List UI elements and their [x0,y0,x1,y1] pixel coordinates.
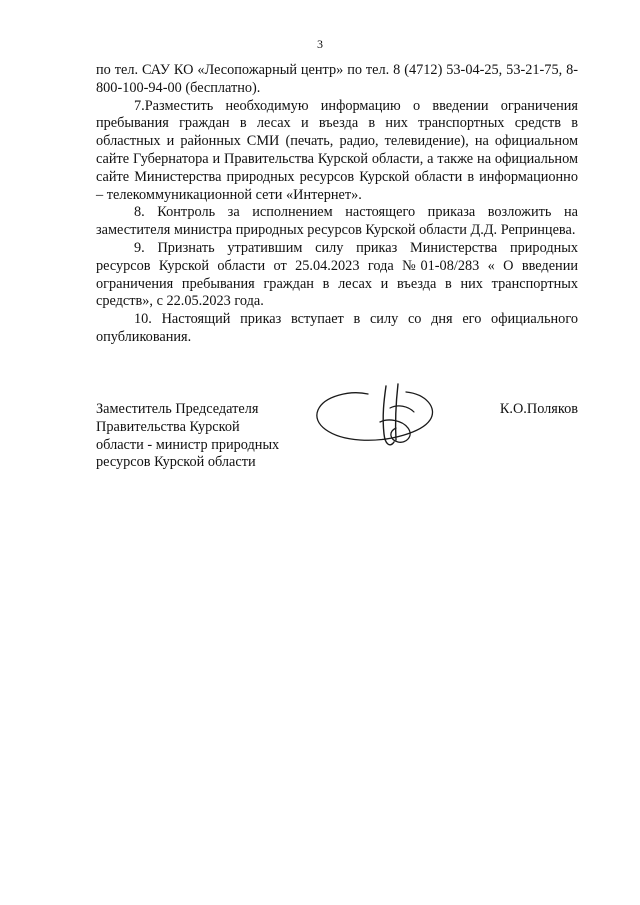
handwritten-signature-icon [310,382,444,454]
paragraph-continuation: по тел. САУ КО «Лесопожарный центр» по тел. 8 (4712) 53-04-25, 53-21-75, 8-800-100-94-00 (бесплатно). [96,62,578,96]
signatory-position: Заместитель Председателя Правительства Курской области - министр природных ресурсов Курской области [96,401,280,471]
paragraph-item-7: 7.Разместить необходимую информацию о введении ограничения пребывания граждан в лесах и въезда в них транспортных средств в областных и районных СМИ (печать, радио, телевидение), на официальном сайте Губернатора и Правительства Курской области, а также на официальном сайте Министерства природных ресурсов Курской области в информационно – телекоммуникационной сети «Интернет». [96,97,578,203]
paragraph-item-8: 8. Контроль за исполнением настоящего приказа возложить на заместителя министра природных ресурсов Курской области Д.Д. Репринцева. [96,204,578,239]
paragraph-item-9: 9. Признать утратившим силу приказ Министерства природных ресурсов Курской области от 25.04.2023 года №01-08/283 « О введении ограничения пребывания граждан в лесах и въезда в них транспортных средств», с 22.05.2023 года. [96,239,578,310]
document-body [96,62,578,347]
page-number: 3 [317,37,323,51]
paragraph-item-10: 10. Настоящий приказ вступает в силу со дня его официального опубликования. [96,311,578,345]
signatory-name: К.О.Поляков [499,401,578,417]
